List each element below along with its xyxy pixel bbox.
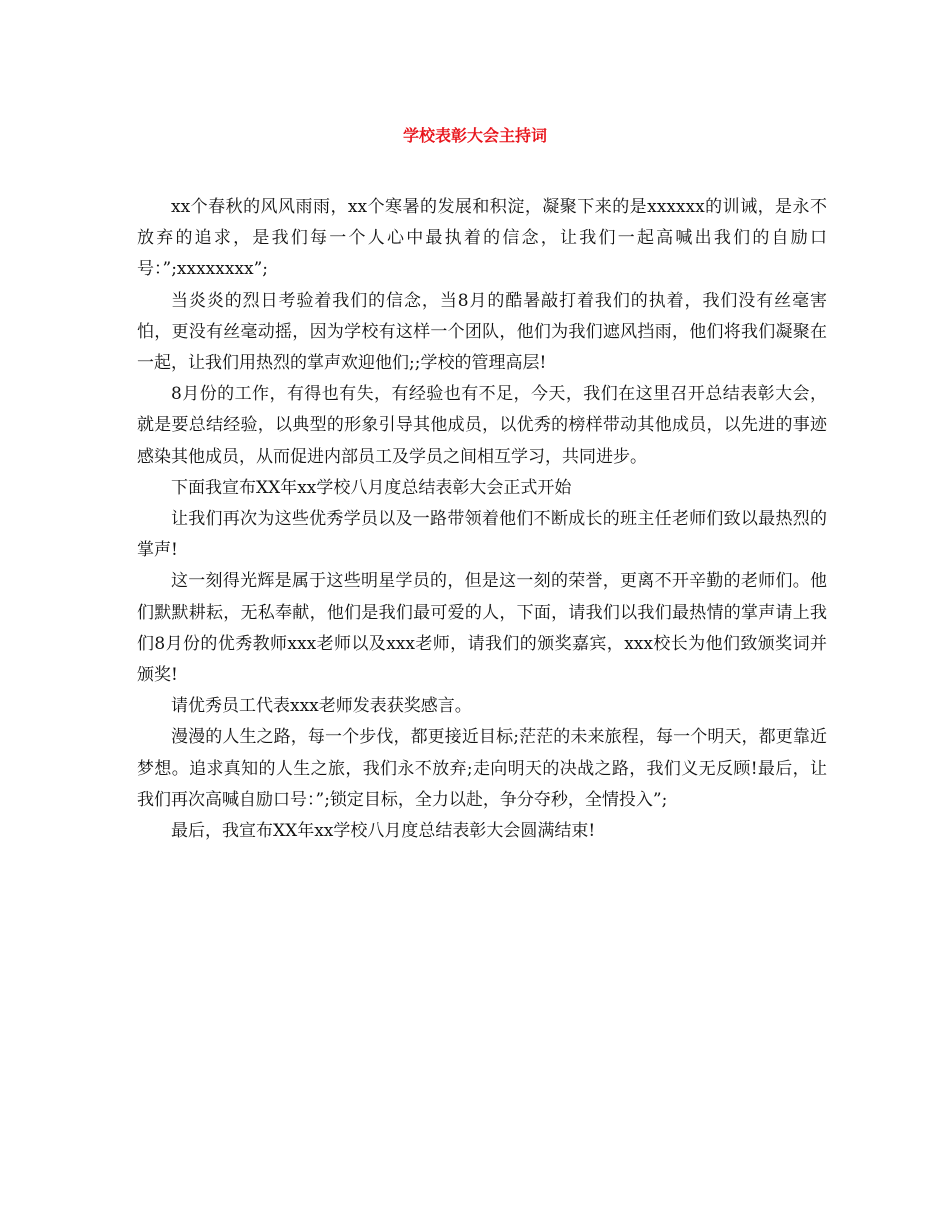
paragraph-3: 8月份的工作，有得也有失，有经验也有不足，今天，我们在这里召开总结表彰大会，就是要总结经验，以典型的形象引导其他成员，以优秀的榜样带动其他成员，以先进的事迹感染其他成员，从而促进内部员工及学员之间相互学习，共同进步。 bbox=[137, 384, 827, 467]
paragraph-6: 这一刻得光辉是属于这些明星学员的，但是这一刻的荣誉，更离不开辛勤的老师们。他们默默耕耘，无私奉献，他们是我们最可爱的人，下面，请我们以我们最热情的掌声请上我们8月份的优秀教师xxx老师以及xxx老师，请我们的颁奖嘉宾，xxx校长为他们致颁奖词并颁奖! bbox=[137, 571, 827, 686]
document-title: 学校表彰大会主持词 bbox=[402, 126, 547, 145]
paragraph-9: 最后，我宣布XX年xx学校八月度总结表彰大会圆满结束! bbox=[171, 821, 596, 842]
document-body bbox=[137, 192, 827, 847]
paragraph-4: 下面我宣布XX年xx学校八月度总结表彰大会正式开始 bbox=[171, 477, 572, 498]
paragraph-8: 漫漫的人生之路，每一个步伐，都更接近目标;茫茫的未来旅程，每一个明天，都更靠近梦想。追求真知的人生之旅，我们永不放弃;走向明天的决战之路，我们义无反顾!最后，让我们再次高喊自励口号：”;锁定目标，全力以赴，争分夺秒，全情投入”; bbox=[137, 727, 827, 810]
paragraph-7: 请优秀员工代表xxx老师发表获奖感言。 bbox=[171, 696, 472, 717]
paragraph-2: 当炎炎的烈日考验着我们的信念，当8月的酷暑敲打着我们的执着，我们没有丝毫害怕，更没有丝毫动摇，因为学校有这样一个团队，他们为我们遮风挡雨，他们将我们凝聚在一起，让我们用热烈的掌声欢迎他们;;学校的管理高层! bbox=[137, 290, 827, 374]
paragraph-5: 让我们再次为这些优秀学员以及一路带领着他们不断成长的班主任老师们致以最热烈的掌声! bbox=[137, 509, 827, 561]
paragraph-1: xx个春秋的风风雨雨，xx个寒暑的发展和积淀，凝聚下来的是xxxxxx的训诫，是永不放弃的追求，是我们每一个人心中最执着的信念，让我们一起高喊出我们的自励口号：”;xxxxxxxx”; bbox=[137, 197, 827, 280]
